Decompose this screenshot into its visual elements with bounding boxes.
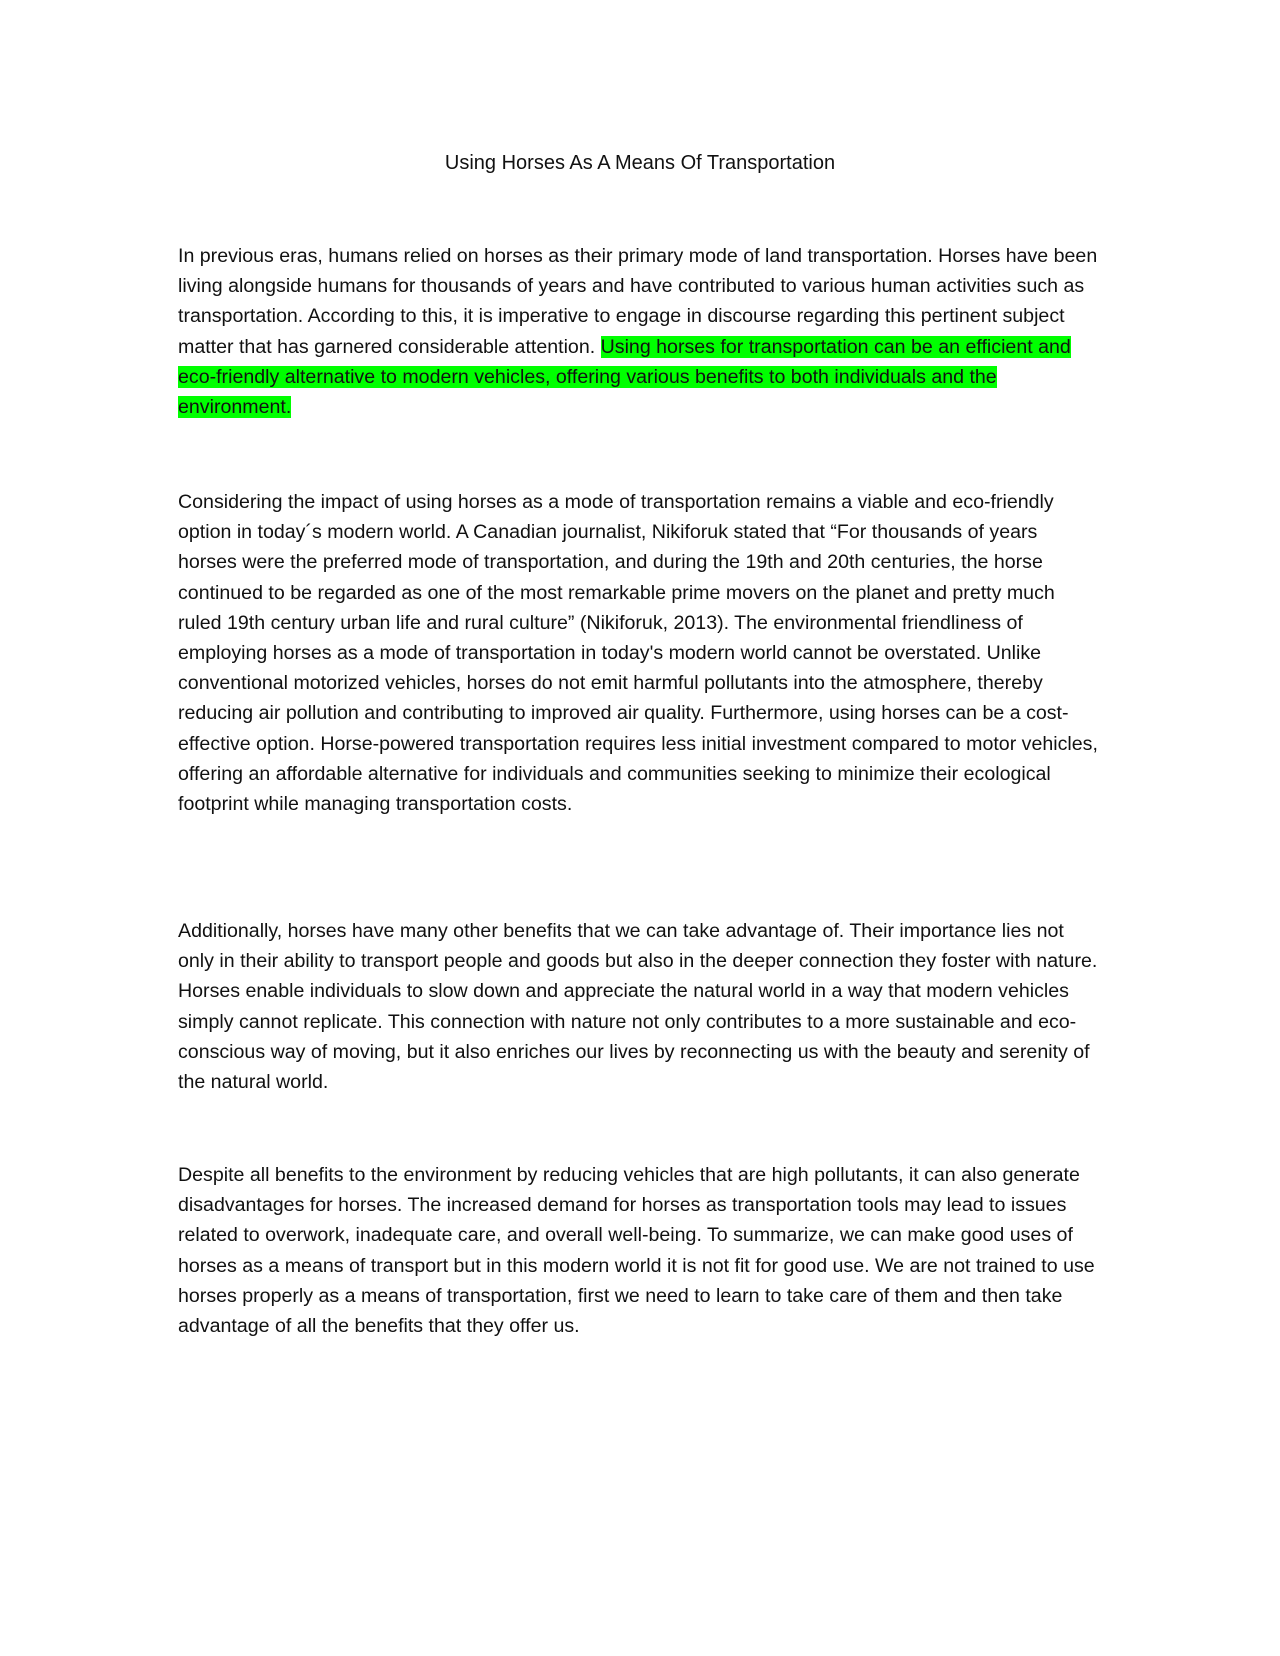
document-title: Using Horses As A Means Of Transportation [444, 152, 836, 174]
paragraph-body-1 [178, 487, 1098, 819]
paragraph-body-2 [178, 916, 1098, 1097]
paragraph-text: Considering the impact of using horses as a mode of transportation remains a viable and eco-friendly option in today´s modern world. A Canadian journalist, Nikiforuk stated that “For thousands of years horses were the preferred mode of transportation, and during the 19th and 20th centuries, the horse continued to be regarded as one of the most remarkable prime movers on the planet and pretty much ruled 19th century urban life and rural culture” (Nikiforuk, 2013). The environmental friendliness of employing horses as a mode of transportation in today's modern world cannot be overstated. Unlike conventional motorized vehicles, horses do not emit harmful pollutants into the atmosphere, thereby reducing air pollution and contributing to improved air quality. Furthermore, using horses can be a cost-effective option. Horse-powered transportation requires less initial investment compared to motor vehicles, offering an affordable alternative for individuals and communities seeking to minimize their ecological footprint while managing transportation costs. [178, 491, 1098, 816]
highlighted-thesis: Using horses for transportation can be an efficient and eco-friendly alternative to modern vehicles, offering various benefits to both individuals and the environment. [178, 335, 1071, 419]
paragraph-text: Despite all benefits to the environment by reducing vehicles that are high pollutants, it can also generate disadvantages for horses. The increased demand for horses as transportation tools may lead to issues related to overwork, inadequate care, and overall well-being. To summarize, we can make good uses of horses as a means of transport but in this modern world it is not fit for good use. We are not trained to use horses properly as a means of transportation, first we need to learn to take care of them and then take advantage of all the benefits that they offer us. [178, 1164, 1095, 1338]
paragraph-introduction [178, 241, 1098, 422]
paragraph-conclusion [178, 1160, 1098, 1341]
paragraph-text: Additionally, horses have many other benefits that we can take advantage of. Their importance lies not only in their ability to transport people and goods but also in the deeper connection they foster with nature. Horses enable individuals to slow down and appreciate the natural world in a way that modern vehicles simply cannot replicate. This connection with nature not only contributes to a more sustainable and eco-conscious way of moving, but it also enriches our lives by reconnecting us with the beauty and serenity of the natural world. [178, 920, 1098, 1094]
paragraph-text: In previous eras, humans relied on horses as their primary mode of land transportation. Horses have been living alongside humans for thousands of years and have contributed to various human activities such as transportation. According to this, it is imperative to engage in discourse regarding this pertinent subject matter that has garnered considerable attention. [178, 245, 1098, 358]
